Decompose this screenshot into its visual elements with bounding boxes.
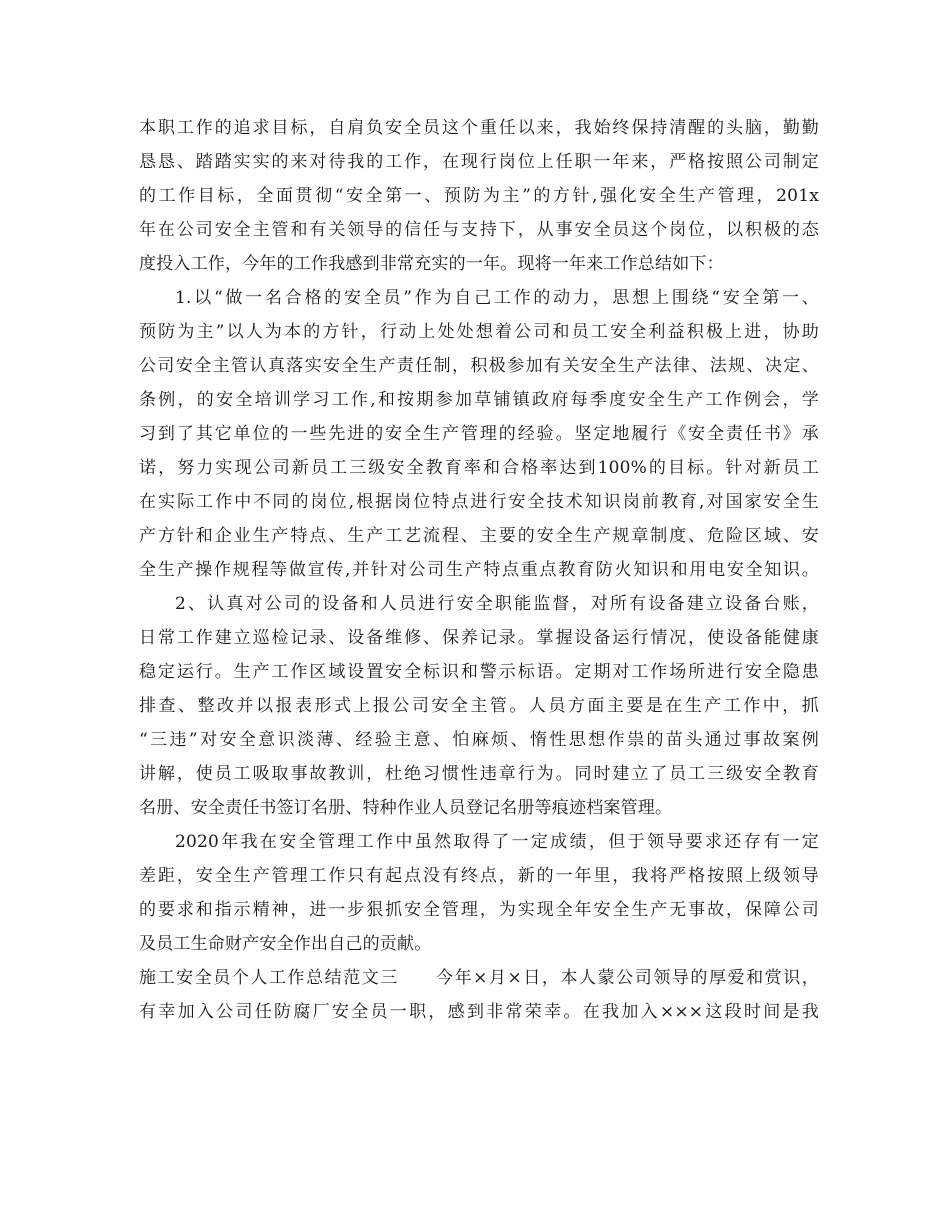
paragraph-start-line: 1.以“做一名合格的安全员”作为自己工作的动力，思想上围绕“安全第一、 — [175, 288, 819, 308]
text-line: 产方针和企业生产特点、生产工艺流程、主要的安全生产规章制度、危险区域、安 — [139, 526, 819, 546]
paragraph-start-line: 2、认真对公司的设备和人员进行安全职能监督，对所有设备建立设备台账， — [175, 594, 819, 614]
text-line: 及员工生命财产安全作出自己的贡献。 — [139, 934, 432, 954]
text-line: 习到了其它单位的一些先进的安全生产管理的经验。坚定地履行《安全责任书》承 — [139, 424, 819, 444]
text-line: 日常工作建立巡检记录、设备维修、保养记录。掌握设备运行情况，使设备能健康 — [139, 628, 819, 648]
text-line: 全生产操作规程等做宣传,并针对公司生产特点重点教育防火知识和用电安全知识。 — [139, 560, 819, 580]
text-line: 恳恳、踏踏实实的来对待我的工作，在现行岗位上任职一年来，严格按照公司制定 — [139, 152, 819, 172]
text-line: “三违”对安全意识淡薄、经验主意、怕麻烦、惰性思想作祟的苗头通过事故案例 — [139, 730, 819, 750]
text-line: 讲解，使员工吸取事故教训，杜绝习惯性违章行为。同时建立了员工三级安全教育 — [139, 764, 819, 784]
text-line: 诺，努力实现公司新员工三级安全教育率和合格率达到100%的目标。针对新员工 — [139, 458, 819, 478]
text-line: 差距，安全生产管理工作只有起点没有终点，新的一年里，我将严格按照上级领导 — [139, 866, 819, 886]
section-title-line: 施工安全员个人工作总结范文三 今年×月×日，本人蒙公司领导的厚爱和赏识， — [139, 968, 819, 988]
text-line: 稳定运行。生产工作区域设置安全标识和警示标语。定期对工作场所进行安全隐患 — [139, 662, 819, 682]
text-line: 在实际工作中不同的岗位,根据岗位特点进行安全技术知识岗前教育,对国家安全生 — [139, 492, 819, 512]
text-line: 预防为主”以人为本的方针，行动上处处想着公司和员工安全利益积极上进，协助 — [139, 322, 819, 342]
text-line: 名册、安全责任书签订名册、特种作业人员登记名册等痕迹档案管理。 — [139, 798, 673, 818]
text-line: 的工作目标，全面贯彻“安全第一、预防为主”的方针,强化安全生产管理，201x — [139, 186, 819, 206]
text-line: 度投入工作，今年的工作我感到非常充实的一年。现将一年来工作总结如下： — [139, 254, 724, 274]
text-line: 年在公司安全主管和有关领导的信任与支持下，从事安全员这个岗位，以积极的态 — [139, 220, 819, 240]
paragraph-start-line: 2020年我在安全管理工作中虽然取得了一定成绩，但于领导要求还存有一定 — [175, 832, 819, 852]
text-line: 条例，的安全培训学习工作,和按期参加草铺镇政府每季度安全生产工作例会，学 — [139, 390, 819, 410]
text-line: 本职工作的追求目标，自肩负安全员这个重任以来，我始终保持清醒的头脑，勤勤 — [139, 118, 819, 138]
text-line: 的要求和指示精神，进一步狠抓安全管理，为实现全年安全生产无事故，保障公司 — [139, 900, 819, 920]
text-line: 有幸加入公司任防腐厂安全员一职，感到非常荣幸。在我加入×××这段时间是我 — [139, 1002, 819, 1022]
text-line: 公司安全主管认真落实安全生产责任制，积极参加有关安全生产法律、法规、决定、 — [139, 356, 819, 376]
text-line: 排查、整改并以报表形式上报公司安全主管。人员方面主要是在生产工作中，抓 — [139, 696, 819, 716]
